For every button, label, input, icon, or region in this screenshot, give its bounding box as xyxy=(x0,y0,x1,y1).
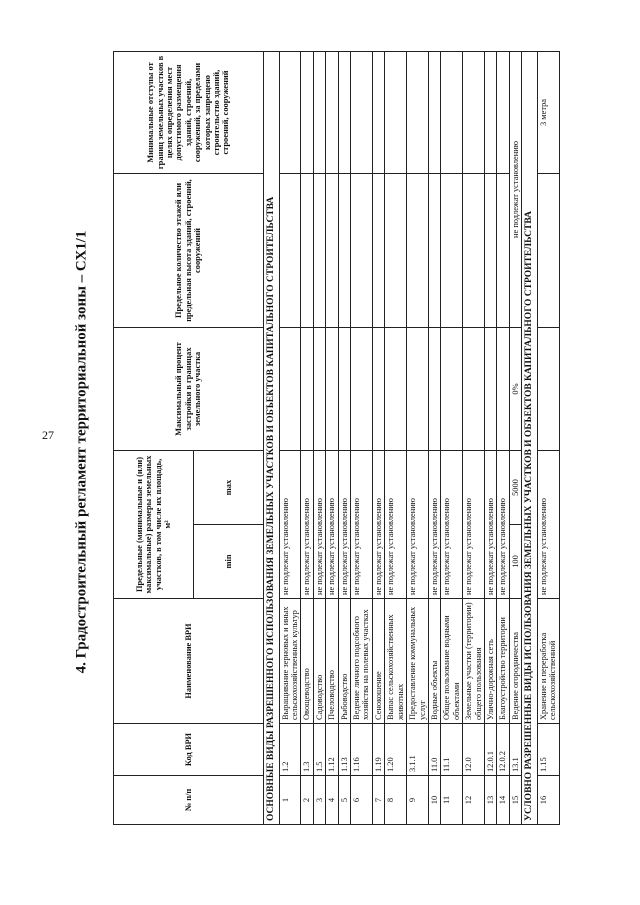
header-code: Код ВРИ xyxy=(114,724,264,776)
row-code: 12.0 xyxy=(463,724,485,776)
row-name: Овощеводство xyxy=(301,599,313,724)
header-min: min xyxy=(194,525,264,599)
table-row xyxy=(484,52,496,825)
row-size: не подлежат установлению xyxy=(497,451,509,599)
row-name: Ведение личного подсобного хозяйства на полевых участках xyxy=(351,599,373,724)
row-size: не подлежат установлению xyxy=(326,451,338,599)
row-num: 4 xyxy=(326,776,338,825)
row-code: 12.0.1 xyxy=(484,724,496,776)
section-row-main xyxy=(264,52,280,825)
row-empty-cell xyxy=(497,328,509,451)
row-code: 1.3 xyxy=(301,724,313,776)
row-empty-cell xyxy=(372,174,384,328)
row-code: 1.16 xyxy=(351,724,373,776)
row-name: Земельные участки (территории) общего пользования xyxy=(463,599,485,724)
row-code: 13.1 xyxy=(509,724,521,776)
row-num: 8 xyxy=(385,776,407,825)
row-num: 1 xyxy=(279,776,301,825)
row-empty-cell xyxy=(313,174,325,328)
row-code: 1.12 xyxy=(326,724,338,776)
section-row-conditional xyxy=(522,52,538,825)
row-code: 1.19 xyxy=(372,724,384,776)
row-name: Ведение огородничества xyxy=(509,599,521,724)
row-size: не подлежат установлению xyxy=(351,451,373,599)
row-num: 10 xyxy=(428,776,440,825)
row-empty-cell xyxy=(537,328,559,451)
row-size: не подлежат установлению xyxy=(301,451,313,599)
row-empty-cell xyxy=(338,174,350,328)
row-code: 11.0 xyxy=(428,724,440,776)
header-setback: Минимальные отступы от границ земельных участков в целях определения мест допустимого размещения зданий, строений, сооружений, за пределами которых запрещено строительство зданий, строений, сооружений xyxy=(114,52,264,174)
row-name: Предоставление коммунальных услуг xyxy=(407,599,429,724)
table-row xyxy=(441,52,463,825)
row-empty-cell xyxy=(463,52,485,174)
row-empty-cell xyxy=(326,174,338,328)
doc-title: 4. Градостроительный регламент территориальной зоны – СХ1/1 xyxy=(73,230,90,674)
page-number: 27 xyxy=(42,428,54,442)
row-size: не подлежат установлению xyxy=(441,451,463,599)
row-empty-cell xyxy=(326,328,338,451)
row-empty-cell xyxy=(497,52,509,174)
section-conditional-label: УСЛОВНО РАЗРЕШЕННЫЕ ВИДЫ ИСПОЛЬЗОВАНИЯ ЗЕМЕЛЬНЫХ УЧАСТКОВ И ОБЪЕКТОВ КАПИТАЛЬНОГО СТРОИТЕЛЬСТВА xyxy=(522,52,538,825)
header-max: max xyxy=(194,451,264,525)
table-row xyxy=(407,52,429,825)
row-code: 12.0.2 xyxy=(497,724,509,776)
row-num: 3 xyxy=(313,776,325,825)
row-percent: 0% xyxy=(509,328,521,451)
row-empty-cell xyxy=(313,52,325,174)
table-row xyxy=(279,52,301,825)
row-code: 11.1 xyxy=(441,724,463,776)
row-empty-cell xyxy=(428,328,440,451)
row-empty-cell xyxy=(313,328,325,451)
row-num: 5 xyxy=(338,776,350,825)
table-row xyxy=(372,52,384,825)
row-empty-cell xyxy=(385,174,407,328)
row-size: не подлежат установлению xyxy=(537,451,559,599)
row-code: 1.13 xyxy=(338,724,350,776)
row-num: 2 xyxy=(301,776,313,825)
row-empty-cell xyxy=(326,52,338,174)
row-setback: 3 метра xyxy=(537,52,559,174)
row-empty-cell xyxy=(484,52,496,174)
row-num: 15 xyxy=(509,776,521,825)
row-empty-cell xyxy=(428,52,440,174)
row-size: не подлежат установлению xyxy=(279,451,301,599)
regulation-table xyxy=(113,51,560,825)
row-code: 1.15 xyxy=(537,724,559,776)
row-empty-cell xyxy=(407,328,429,451)
row-name: Садоводство xyxy=(313,599,325,724)
row-empty-cell xyxy=(484,328,496,451)
row-empty-cell xyxy=(279,328,301,451)
table-body xyxy=(264,52,560,825)
table-row xyxy=(351,52,373,825)
row-num: 11 xyxy=(441,776,463,825)
table-row-16 xyxy=(537,52,559,825)
table-row xyxy=(313,52,325,825)
table-row xyxy=(338,52,350,825)
row-empty-cell xyxy=(338,52,350,174)
row-size: не подлежат установлению xyxy=(407,451,429,599)
header-num: № п/п xyxy=(114,776,264,825)
header-size: Предельные (минимальные и (или) максимальные) размеры земельных участков, в том числе их площадь, м² xyxy=(114,451,194,599)
row-empty-cell xyxy=(463,174,485,328)
table-row xyxy=(301,52,313,825)
row-empty-cell xyxy=(463,328,485,451)
rotated-table-container xyxy=(113,52,587,825)
row-empty-cell xyxy=(301,328,313,451)
row-name: Улично-дорожная сеть xyxy=(484,599,496,724)
row-empty-cell xyxy=(484,174,496,328)
row-name: Сенокошение xyxy=(372,599,384,724)
row-empty-cell xyxy=(372,52,384,174)
row-num: 14 xyxy=(497,776,509,825)
row-empty-cell xyxy=(407,52,429,174)
row-empty-cell xyxy=(279,52,301,174)
table-row xyxy=(385,52,407,825)
row-empty-cell xyxy=(301,174,313,328)
row-size: не подлежат установлению xyxy=(463,451,485,599)
row-num: 16 xyxy=(537,776,559,825)
row-size: не подлежат установлению xyxy=(372,451,384,599)
row-min: 100 xyxy=(509,525,521,599)
row-num: 9 xyxy=(407,776,429,825)
row-name: Благоустройство территории xyxy=(497,599,509,724)
row-num: 12 xyxy=(463,776,485,825)
row-rest: не подлежат установлению xyxy=(509,52,521,328)
table-row xyxy=(463,52,485,825)
row-empty-cell xyxy=(537,174,559,328)
row-name: Выпас сельскохозяйственных животных xyxy=(385,599,407,724)
header-floors: Предельное количество этажей или предельная высота зданий, строений, сооружений xyxy=(114,174,264,328)
row-size: не подлежат установлению xyxy=(484,451,496,599)
row-code: 1.5 xyxy=(313,724,325,776)
row-size: не подлежат установлению xyxy=(385,451,407,599)
row-name: Общее пользование водными объектами xyxy=(441,599,463,724)
row-num: 7 xyxy=(372,776,384,825)
row-empty-cell xyxy=(351,328,373,451)
row-max: 5000 xyxy=(509,451,521,525)
row-empty-cell xyxy=(441,174,463,328)
row-size: не подлежат установлению xyxy=(428,451,440,599)
header-name: Наименование ВРИ xyxy=(114,599,264,724)
row-empty-cell xyxy=(351,52,373,174)
table-row xyxy=(326,52,338,825)
row-empty-cell xyxy=(407,174,429,328)
row-empty-cell xyxy=(338,328,350,451)
row-empty-cell xyxy=(441,328,463,451)
row-empty-cell xyxy=(385,328,407,451)
row-code: 1.20 xyxy=(385,724,407,776)
row-empty-cell xyxy=(372,328,384,451)
row-name: Рыбоводство xyxy=(338,599,350,724)
row-empty-cell xyxy=(301,52,313,174)
row-code: 3.1.1 xyxy=(407,724,429,776)
row-empty-cell xyxy=(441,52,463,174)
row-empty-cell xyxy=(351,174,373,328)
row-empty-cell xyxy=(428,174,440,328)
row-num: 6 xyxy=(351,776,373,825)
header-percent: Максимальный процент застройки в границах земельного участка xyxy=(114,328,264,451)
row-name: Выращивание зерновых и иных сельскохозяйственных культур xyxy=(279,599,301,724)
section-main-label: ОСНОВНЫЕ ВИДЫ РАЗРЕШЕННОГО ИСПОЛЬЗОВАНИЯ ЗЕМЕЛЬНЫХ УЧАСТКОВ И ОБЪЕКТОВ КАПИТАЛЬНОГО СТРОИТЕЛЬСТВА xyxy=(264,52,280,825)
row-size: не подлежат установлению xyxy=(338,451,350,599)
row-empty-cell xyxy=(385,52,407,174)
table-row xyxy=(428,52,440,825)
row-empty-cell xyxy=(497,174,509,328)
table-row-15 xyxy=(509,52,521,825)
row-num: 13 xyxy=(484,776,496,825)
row-code: 1.2 xyxy=(279,724,301,776)
row-name: Пчеловодство xyxy=(326,599,338,724)
table-row xyxy=(497,52,509,825)
row-name: Хранение и переработка сельскохозяйственной xyxy=(537,599,559,724)
row-name: Водные объекты xyxy=(428,599,440,724)
row-empty-cell xyxy=(279,174,301,328)
row-size: не подлежат установлению xyxy=(313,451,325,599)
